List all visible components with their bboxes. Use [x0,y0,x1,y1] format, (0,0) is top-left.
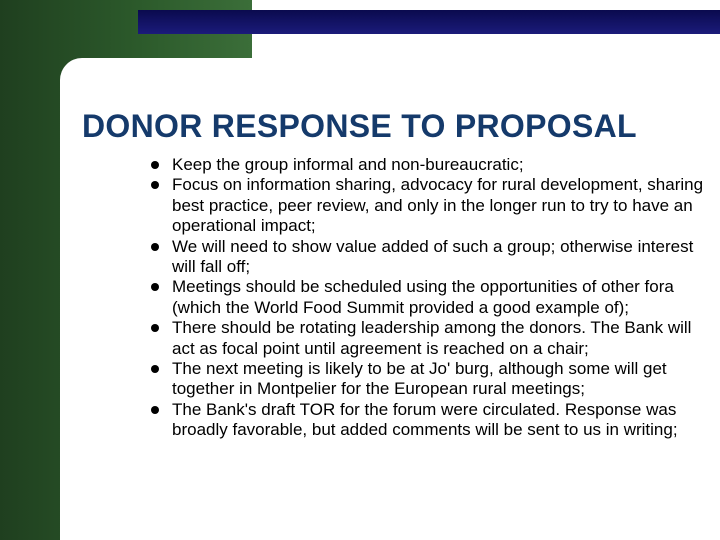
bullet-dot-icon [151,324,159,332]
bullet-text: Meetings should be scheduled using the opportunities of other fora (which the World Food Summit provided a good example of); [172,277,674,317]
bullet-item [151,318,706,359]
bullet-text: The Bank's draft TOR for the forum were circulated. Response was broadly favorable, but added comments will be sent to us in writing; [172,399,678,440]
bullet-dot-icon [151,161,159,169]
bullet-text: The next meeting is likely to be at Jo' burg, although some will get together in Montpelier for the European rural meetings; [172,359,667,399]
bullet-item [151,359,706,400]
bullet-text: We will need to show value added of such a group; otherwise interest will fall off; [172,236,694,277]
bullet-dot-icon [151,243,159,251]
bullet-text: Focus on information sharing, advocacy for rural development, sharing best practice, peer review, and only in the longer run to try to have an operational impact; [172,175,704,236]
bullet-dot-icon [151,365,159,373]
bullet-dot-icon [151,283,159,291]
bullet-list [151,155,706,441]
slide-title: DONOR RESPONSE TO PROPOSAL [82,108,637,144]
bullet-item [151,400,706,441]
navy-header-bar [138,10,720,34]
bullet-item [151,237,706,278]
bullet-text: Keep the group informal and non-bureaucratic; [172,155,524,174]
bullet-text: There should be rotating leadership among the donors. The Bank will act as focal point until agreement is reached on a chair; [172,318,692,358]
bullet-item [151,175,706,236]
bullet-dot-icon [151,406,159,414]
bullet-dot-icon [151,181,159,189]
bullet-item [151,277,706,318]
bullet-item [151,155,706,175]
